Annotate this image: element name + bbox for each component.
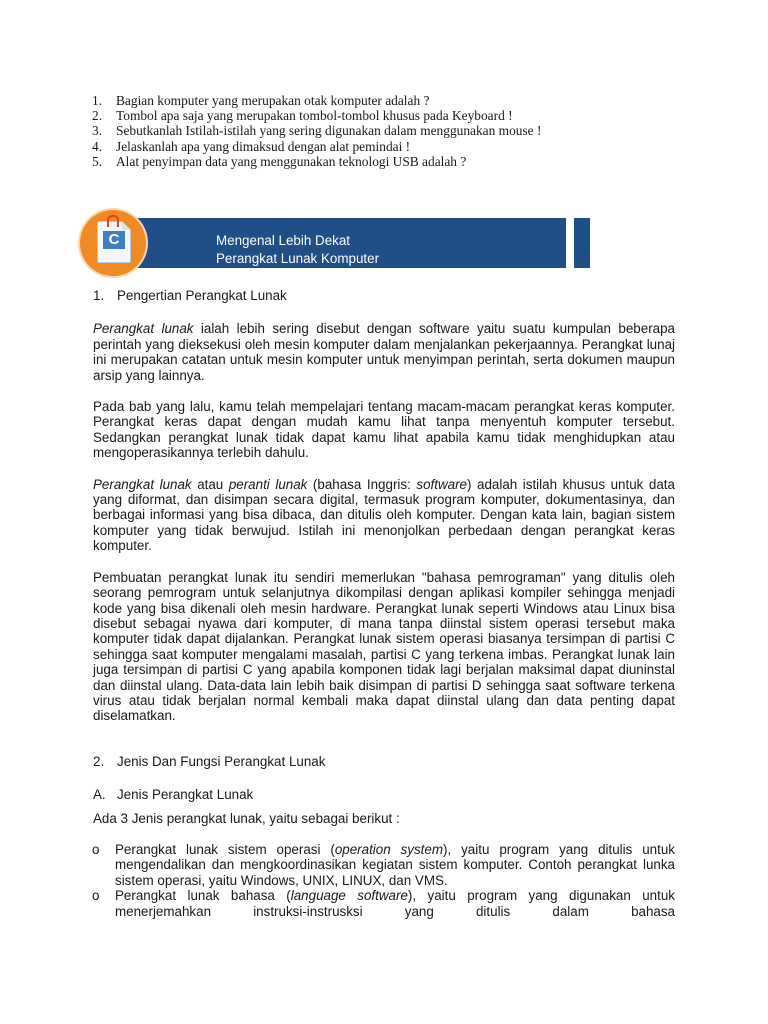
emphasis-term: Perangkat lunak (93, 476, 192, 492)
question-item (92, 139, 692, 154)
question-number: 5. (92, 153, 103, 169)
document-icon (97, 221, 131, 263)
question-text: Bagian komputer yang merupakan otak komputer adalah ? (116, 93, 430, 108)
question-list (92, 93, 692, 169)
italic-term: software (416, 476, 467, 492)
italic-term: operation system (334, 841, 443, 857)
list-item (93, 888, 675, 919)
question-number: 1. (92, 93, 103, 108)
section-heading (93, 288, 675, 303)
banner-title (216, 232, 379, 268)
paragraph-text: ialah lebih sering disebut dengan software yaitu suatu kumpulan beberapa perintah yang dieksekusi oleh mesin komputer dalam menjalankan pekerjaannya. Perangkat lunaj ini merupakan catatan untuk mesin komputer untuk menyimpan perintah, serta dokumen maupun arsip yang lainnya. (93, 321, 675, 383)
banner-bar-end (574, 218, 590, 268)
question-text: Sebutkanlah Istilah-istilah yang sering digunakan dalam menggunakan mouse ! (116, 123, 542, 139)
list-text: Perangkat lunak sistem operasi ( (115, 841, 335, 857)
emphasis-term: peranti lunak (228, 476, 308, 492)
section-number: 1. (93, 288, 105, 303)
paragraph-text: (bahasa Inggris: (307, 476, 417, 492)
banner-badge (80, 210, 146, 276)
subsection-heading (93, 787, 675, 802)
banner-bar (132, 218, 569, 268)
list-item-text (115, 842, 675, 888)
question-text: Alat penyimpan data yang menggunakan teknologi USB adalah ? (116, 153, 467, 169)
list-item (93, 842, 675, 888)
paragraph-text: ) adalah istilah khusus untuk data yang diformat, dan disimpan secara digital, termasuk program komputer, dokumentasinya, dan berbagai informasi yang bisa dibaca, dan ditulis oleh komputer. Dengan kata lain, bagian sistem komputer yang tidak berwujud. Istilah ini menonjolkan perbedaan dengan perangkat keras komputer. (93, 476, 675, 554)
bullet-list (93, 842, 675, 919)
section-title: Pengertian Perangkat Lunak (117, 288, 287, 303)
section-heading (93, 754, 675, 769)
question-item (92, 108, 692, 123)
letter-c-icon: C (103, 231, 125, 249)
question-number: 2. (92, 108, 103, 124)
emphasis-term: Perangkat lunak (93, 321, 194, 337)
question-number: 3. (92, 123, 103, 139)
list-text: ), yaitu program yang digunakan untuk menerjemahkan instruksi-instrusksi yang ditulis dalam bahasa (115, 888, 675, 919)
bullet-marker: o (92, 888, 100, 904)
bullet-marker: o (92, 841, 100, 857)
question-item (92, 93, 692, 108)
question-number: 4. (92, 138, 103, 154)
paragraph: Ada 3 Jenis perangkat lunak, yaitu sebagai berikut : (93, 810, 400, 826)
banner-title-line2: Perangkat Lunak Komputer (216, 251, 380, 266)
paragraph: Pada bab yang lalu, kamu telah mempelajari tentang macam-macam perangkat keras komputer. Perangkat keras dapat dengan mudah kamu lihat tanpa menyentuh komputer tersebut. Sedangkan perangkat lunak tidak dapat kamu lihat apabila kamu tidak menghidupkan atau mengoperasikannya terlebih dahulu. (93, 399, 675, 461)
paragraph (93, 321, 675, 383)
paragraph: Pembuatan perangkat lunak itu sendiri memerlukan "bahasa pemrograman" yang ditulis oleh seorang pemrogram untuk selanjutnya dikompilasi dengan aplikasi kompiler sehingga menjadi kode yang bisa dikenali oleh mesin hardware. Perangkat lunak seperti Windows atau Linux bisa disebut sebagai nyawa dari komputer, di mana tanpa diinstal sistem operasi tersebut maka komputer tidak dapat dijalankan. Perangkat lunak sistem operasi biasanya tersimpan di partisi C sehingga saat komputer mengalami masalah, partisi C yang terkena imbas. Perangkat lunak lain juga tersimpan di partisi C yang apabila komponen tidak lagi berjalan maksimal dapat diuninstal dan diinstal ulang. Data-data lain lebih baik disimpan di partisi D sehingga saat software terkena virus atau tidak berjalan normal kembali maka dapat diinstal ulang dan data penting dapat diselamatkan. (93, 569, 675, 724)
document-body (93, 288, 675, 919)
question-text: Jelaskanlah apa yang dimaksud dengan alat pemindai ! (116, 138, 411, 154)
list-text: ), yaitu program yang ditulis untuk mengendalikan dan mengkoordinasikan kegiatan sistem komputer. Contoh perangkat lunka sistem operasi, yaitu Windows, UNIX, LINUX, dan VMS. (115, 841, 675, 888)
chapter-banner (80, 210, 512, 278)
subsection-letter: A. (93, 787, 106, 803)
paragraph-text: atau (191, 476, 229, 492)
paragraph (93, 477, 675, 554)
page-curl (122, 221, 131, 230)
section-title: Jenis Dan Fungsi Perangkat Lunak (117, 753, 326, 769)
question-item (92, 154, 692, 169)
question-text: Tombol apa saja yang merupakan tombol-tombol khusus pada Keyboard ! (116, 108, 513, 124)
list-item-text (115, 888, 675, 919)
italic-term: language software (290, 888, 408, 904)
banner-title-line1: Mengenal Lebih Dekat (216, 233, 350, 248)
section-number: 2. (93, 753, 105, 769)
clip-icon (107, 215, 119, 227)
subsection-title: Jenis Perangkat Lunak (117, 787, 254, 803)
question-item (92, 123, 692, 138)
list-text: Perangkat lunak bahasa ( (115, 888, 291, 904)
